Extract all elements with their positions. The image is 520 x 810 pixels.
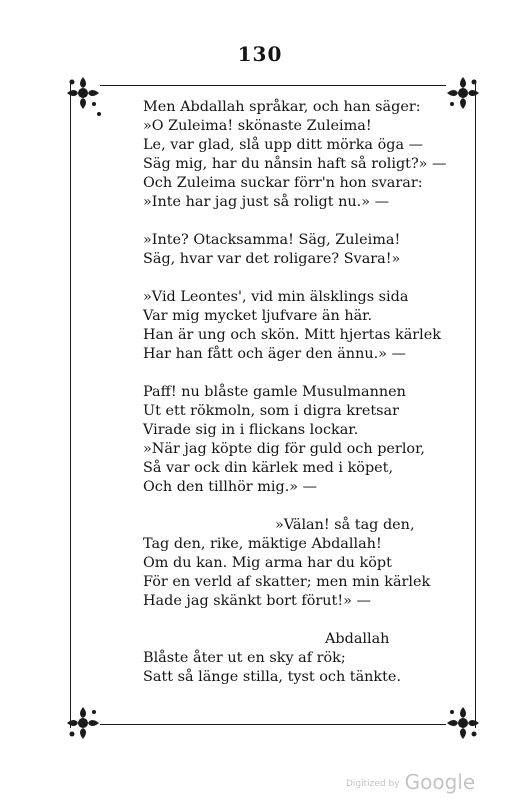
poem-line-indented: »Välan! så tag den, <box>275 517 415 533</box>
watermark-brand: Google <box>404 770 476 794</box>
poem-line: Tag den, rike, mäktige Abdallah! <box>143 536 382 552</box>
poem-line: Säg, hvar var det roligare? Svara!» <box>143 251 401 267</box>
poem-line: Paff! nu blåste gamle Musulmannen <box>143 384 406 400</box>
poem-line: Har han fått och äger den ännu.» — <box>143 346 406 362</box>
poem-body <box>143 98 447 687</box>
poem-line: Och Zuleima suckar förr'n hon svarar: <box>143 175 423 191</box>
poem-line: Om du kan. Mig arma har du köpt <box>143 555 392 571</box>
corner-ornament-bottom-right-icon <box>444 704 482 742</box>
poem-line: Och den tillhör mig.» — <box>143 479 318 495</box>
watermark-prefix: Digitized by <box>346 779 400 789</box>
poem-line: Så var ock din kärlek med i köpet, <box>143 460 394 476</box>
speaker-name: Abdallah <box>325 631 390 647</box>
poem-line: »När jag köpte dig för guld och perlor, <box>143 441 425 457</box>
stanza-break <box>143 497 443 516</box>
poem-line: Satt så länge stilla, tyst och tänkte. <box>143 669 402 685</box>
poem-line: Ut ett rökmoln, som i digra kretsar <box>143 403 399 419</box>
digitized-by-watermark <box>346 770 475 794</box>
corner-ornament-top-right-icon <box>444 74 482 112</box>
page-number: 130 <box>237 42 283 66</box>
frame-top-rule <box>100 85 446 86</box>
stanza-break <box>143 269 443 288</box>
poem-line: »Inte? Otacksamma! Säg, Zuleima! <box>143 232 401 248</box>
corner-ornament-top-left-icon <box>64 74 102 112</box>
stanza-break <box>143 364 443 383</box>
poem-line: »O Zuleima! skönaste Zuleima! <box>143 118 372 134</box>
poem-line: Var mig mycket ljufvare än här. <box>143 308 373 324</box>
poem-line: »Inte har jag just så roligt nu.» — <box>143 194 389 210</box>
poem-line: Hade jag skänkt bort förut!» — <box>143 593 371 609</box>
poem-line: Säg mig, har du nånsin haft så roligt?» — <box>143 156 447 172</box>
poem-line: Le, var glad, slå upp ditt mörka öga — <box>143 137 423 153</box>
margin-dot <box>97 112 101 116</box>
poem-line: »Vid Leontes', vid min älsklings sida <box>143 289 409 305</box>
poem-line: För en verld af skatter; men min kärlek <box>143 574 431 590</box>
poem-line: Virade sig in i flickans lockar. <box>143 422 359 438</box>
stanza-break <box>143 611 443 630</box>
frame-bottom-rule <box>100 724 446 725</box>
poem-line: Blåste åter ut en sky af rök; <box>143 650 346 666</box>
corner-ornament-bottom-left-icon <box>64 704 102 742</box>
poem-line: Han är ung och skön. Mitt hjertas kärlek <box>143 327 442 343</box>
stanza-break <box>143 212 443 231</box>
poem-line: Men Abdallah språkar, och han säger: <box>143 99 421 115</box>
